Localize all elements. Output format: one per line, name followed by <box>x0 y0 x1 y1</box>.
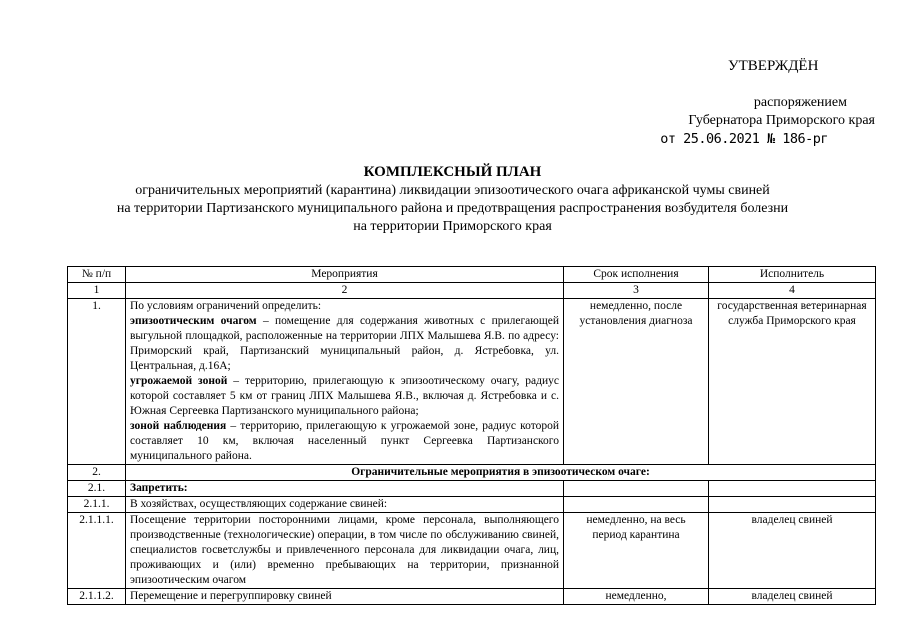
row-executor <box>709 481 876 497</box>
measure-watch <box>130 419 559 464</box>
table-row <box>68 481 876 497</box>
header-measures: Мероприятия <box>126 267 564 283</box>
row-measure <box>126 299 564 465</box>
table-row <box>68 497 876 513</box>
section-heading-text: Ограничительные мероприятия в эпизоотическом очаге: <box>351 466 650 478</box>
row-number: 1. <box>68 299 126 465</box>
row-executor <box>709 497 876 513</box>
row-deadline <box>564 481 709 497</box>
document-title: КОМПЛЕКСНЫЙ ПЛАН <box>363 164 542 180</box>
measure-bold-text: Запретить: <box>130 482 188 494</box>
table-row <box>68 589 876 605</box>
subtitle-line: на территории Партизанского муниципального района и предотвращения распространения возбудителя болезни <box>116 201 789 216</box>
row-executor: владелец свиней <box>709 513 876 589</box>
measure-focus <box>130 314 559 374</box>
row-deadline: немедленно, на весь период карантина <box>564 513 709 589</box>
document-subtitle <box>0 182 905 236</box>
order-line-3: от 25.06.2021 № 186-рг <box>660 131 828 147</box>
column-number: 2 <box>126 283 564 299</box>
column-number: 3 <box>564 283 709 299</box>
header-executor: Исполнитель <box>709 267 876 283</box>
row-executor: владелец свиней <box>709 589 876 605</box>
row-executor: государственная ветеринарная служба Приморского края <box>709 299 876 465</box>
row-number: 2. <box>68 465 126 481</box>
table-row <box>68 513 876 589</box>
row-measure: В хозяйствах, осуществляющих содержание свиней: <box>126 497 564 513</box>
watch-definition: – территорию, прилегающую к угрожаемой зоне, радиус которой составляет 10 км, включая населенный пункт Сергеевка Партизанского муниципального района. <box>130 420 559 462</box>
subtitle-line: ограничительных мероприятий (карантина) ликвидации эпизоотического очага африканской чумы свиней <box>135 183 770 198</box>
row-deadline: немедленно, после установления диагноза <box>564 299 709 465</box>
row-number: 2.1.1.1. <box>68 513 126 589</box>
threat-definition: – территорию, прилегающую к эпизоотическому очагу, радиус которой составляет 5 км от границ ЛПХ Малышева Я.В., включая д. Ястребовка и с. Южная Сергеевка Партизанского муниципального района; <box>130 375 559 417</box>
row-number: 2.1.1.2. <box>68 589 126 605</box>
approved-label: УТВЕРЖДЁН <box>728 58 819 74</box>
table-header-row <box>68 267 876 283</box>
column-number: 4 <box>709 283 876 299</box>
order-line-1: распоряжением <box>753 95 847 110</box>
column-number-row <box>68 283 876 299</box>
measure-intro: По условиям ограничений определить: <box>130 300 322 312</box>
plan-table <box>67 266 876 605</box>
row-measure: Посещение территории посторонними лицами, кроме персонала, выполняющего производственные (технологические) операции, в том числе по обслуживанию свиней, специалистов госветслужбы и привлеченного персонала для ликвидации очага, лиц, проживающих и (или) временно пребывающих на территории, признанной эпизоотическим очагом <box>126 513 564 589</box>
section-heading <box>126 465 876 481</box>
measure-threat <box>130 374 559 419</box>
row-deadline <box>564 497 709 513</box>
column-number: 1 <box>68 283 126 299</box>
term-watch-zone: зоной наблюдения <box>130 420 227 432</box>
subtitle-line: на территории Приморского края <box>353 219 552 234</box>
header-deadline: Срок исполнения <box>564 267 709 283</box>
table-row <box>68 299 876 465</box>
order-line-2: Губернатора Приморского края <box>688 113 875 128</box>
term-focus: эпизоотическим очагом <box>130 315 257 327</box>
table-row <box>68 465 876 481</box>
focus-definition: – помещение для содержания животных с прилегающей выгульной площадкой, расположенные на территории ЛПХ Малышева Я.В. по адресу: Приморский край, Партизанский муниципальный район, д. Ястребовка, ул. Центральная, д.16А; <box>130 315 559 372</box>
row-number: 2.1.1. <box>68 497 126 513</box>
row-measure <box>126 481 564 497</box>
row-measure: Перемещение и перегруппировку свиней <box>126 589 564 605</box>
term-threat-zone: угрожаемой зоной <box>130 375 228 387</box>
row-deadline: немедленно, <box>564 589 709 605</box>
header-number: № п/п <box>68 267 126 283</box>
row-number: 2.1. <box>68 481 126 497</box>
